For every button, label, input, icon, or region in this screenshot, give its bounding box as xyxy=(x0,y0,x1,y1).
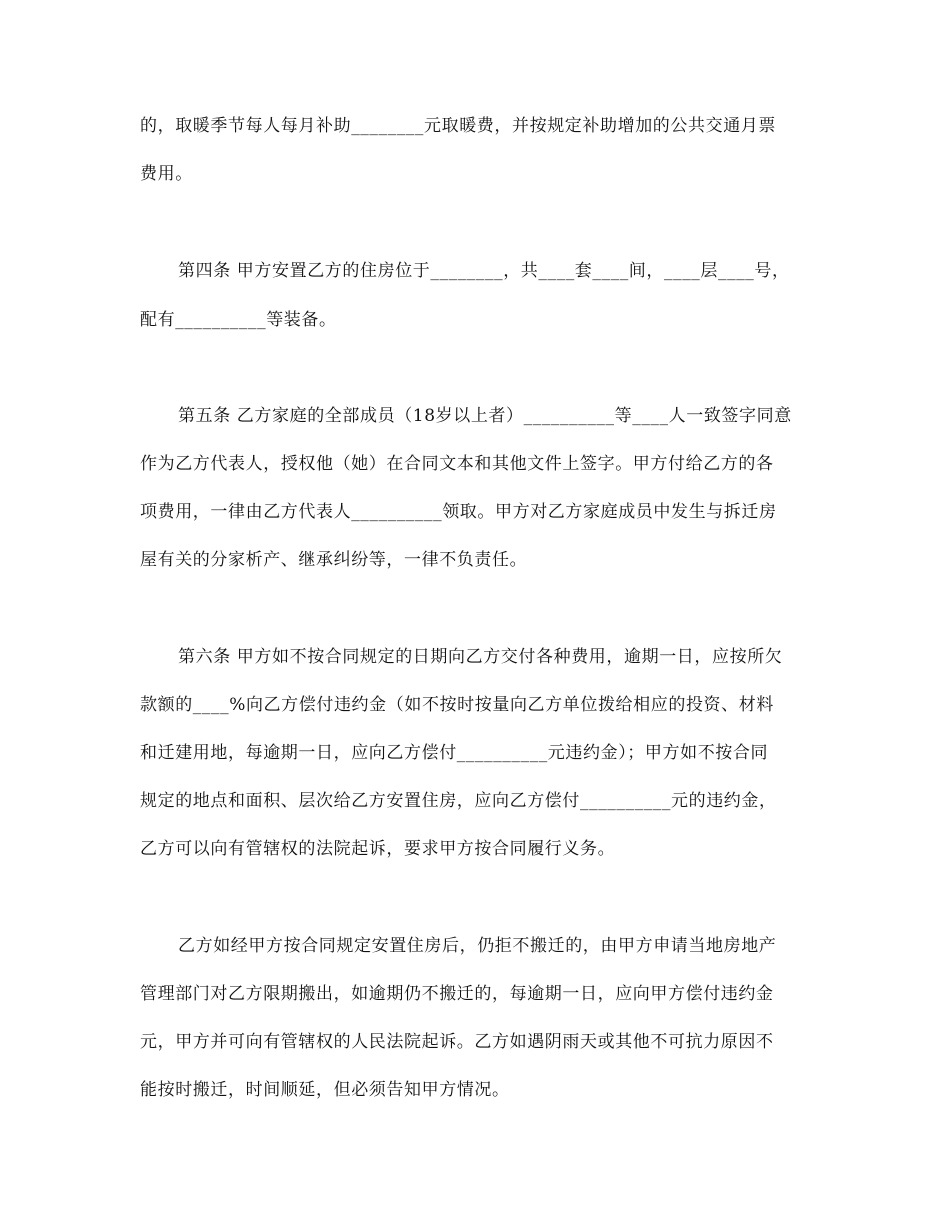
text-line: 的，取暖季节每人每月补助________元取暖费，并按规定补助增加的公共交通月票 xyxy=(140,116,776,136)
text-line: 作为乙方代表人，授权他（她）在合同文本和其他文件上签字。甲方付给乙方的各 xyxy=(140,454,774,474)
text-line: 第四条 甲方安置乙方的住房位于________，共____套____间，____层____号， xyxy=(178,261,790,281)
text-line: 乙方如经甲方按合同规定安置住房后，仍拒不搬迁的，由甲方申请当地房地产 xyxy=(178,936,777,956)
text-line: 管理部门对乙方限期搬出，如逾期仍不搬迁的，每逾期一日，应向甲方偿付违约金 xyxy=(140,984,774,1004)
text-line: 配有__________等装备。 xyxy=(140,310,337,330)
text-line: 元，甲方并可向有管辖权的人民法院起诉。乙方如遇阴雨天或其他不可抗力原因不 xyxy=(140,1032,774,1052)
text-line: 乙方可以向有管辖权的法院起诉，要求甲方按合同履行义务。 xyxy=(140,839,616,859)
text-line: 款额的____%向乙方偿付违约金（如不按时按量向乙方单位拨给相应的投资、材料 xyxy=(140,695,774,715)
text-line: 规定的地点和面积、层次给乙方安置住房，应向乙方偿付__________元的违约金， xyxy=(140,791,777,811)
text-line: 和迁建用地，每逾期一日，应向乙方偿付__________元违约金）；甲方如不按合同 xyxy=(140,743,769,763)
text-line: 第五条 乙方家庭的全部成员（18岁以上者）__________等____人一致签字同意 xyxy=(178,406,792,426)
text-line: 费用。 xyxy=(140,164,193,184)
text-line: 能按时搬迁，时间顺延，但必须告知甲方情况。 xyxy=(140,1080,510,1100)
text-line: 项费用，一律由乙方代表人__________领取。甲方对乙方家庭成员中发生与拆迁房 xyxy=(140,502,777,522)
text-line: 第六条 甲方如不按合同规定的日期向乙方交付各种费用，逾期一日，应按所欠 xyxy=(178,647,783,667)
text-line: 屋有关的分家析产、继承纠纷等，一律不负责任。 xyxy=(140,550,528,570)
